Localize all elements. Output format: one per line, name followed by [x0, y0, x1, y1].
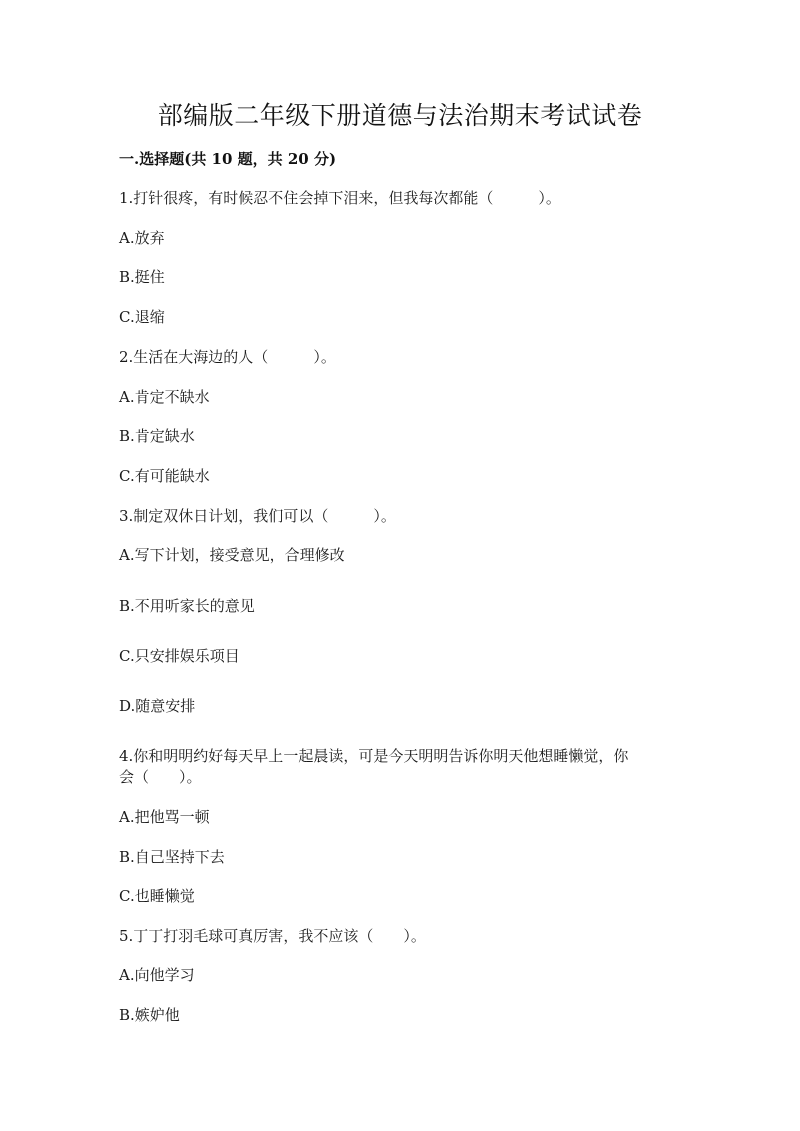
answer-option: B.挺住 — [119, 268, 165, 286]
answer-option: A.把他骂一顿 — [119, 808, 210, 826]
question-stem: 3.制定双休日计划，我们可以（ ）。 — [119, 507, 396, 525]
question-stem-continuation: 会（ ）。 — [119, 768, 202, 786]
answer-option: B.自己坚持下去 — [119, 848, 225, 866]
page-title: 部编版二年级下册道德与法治期末考试试卷 — [157, 101, 643, 130]
answer-option: B.肯定缺水 — [119, 427, 195, 445]
question-stem: 1.打针很疼，有时候忍不住会掉下泪来，但我每次都能（ ）。 — [119, 189, 561, 207]
answer-option: B.嫉妒他 — [119, 1006, 180, 1024]
answer-option: C.只安排娱乐项目 — [119, 647, 240, 665]
question-stem: 5.丁丁打羽毛球可真厉害，我不应该（ ）。 — [119, 927, 426, 945]
question-stem: 4.你和明明约好每天早上一起晨读，可是今天明明告诉你明天他想睡懒觉，你 — [119, 747, 629, 765]
answer-option: A.肯定不缺水 — [119, 388, 210, 406]
answer-option: C.有可能缺水 — [119, 467, 210, 485]
answer-option: A.写下计划，接受意见，合理修改 — [119, 546, 345, 564]
answer-option: D.随意安排 — [119, 697, 196, 715]
answer-option: A.向他学习 — [119, 966, 195, 984]
section-heading: 一.选择题(共 10 题，共 20 分) — [119, 150, 337, 168]
answer-option: C.退缩 — [119, 308, 165, 326]
answer-option: B.不用听家长的意见 — [119, 597, 255, 615]
answer-option: C.也睡懒觉 — [119, 887, 195, 905]
question-stem: 2.生活在大海边的人（ ）。 — [119, 348, 336, 366]
answer-option: A.放弃 — [119, 229, 165, 247]
